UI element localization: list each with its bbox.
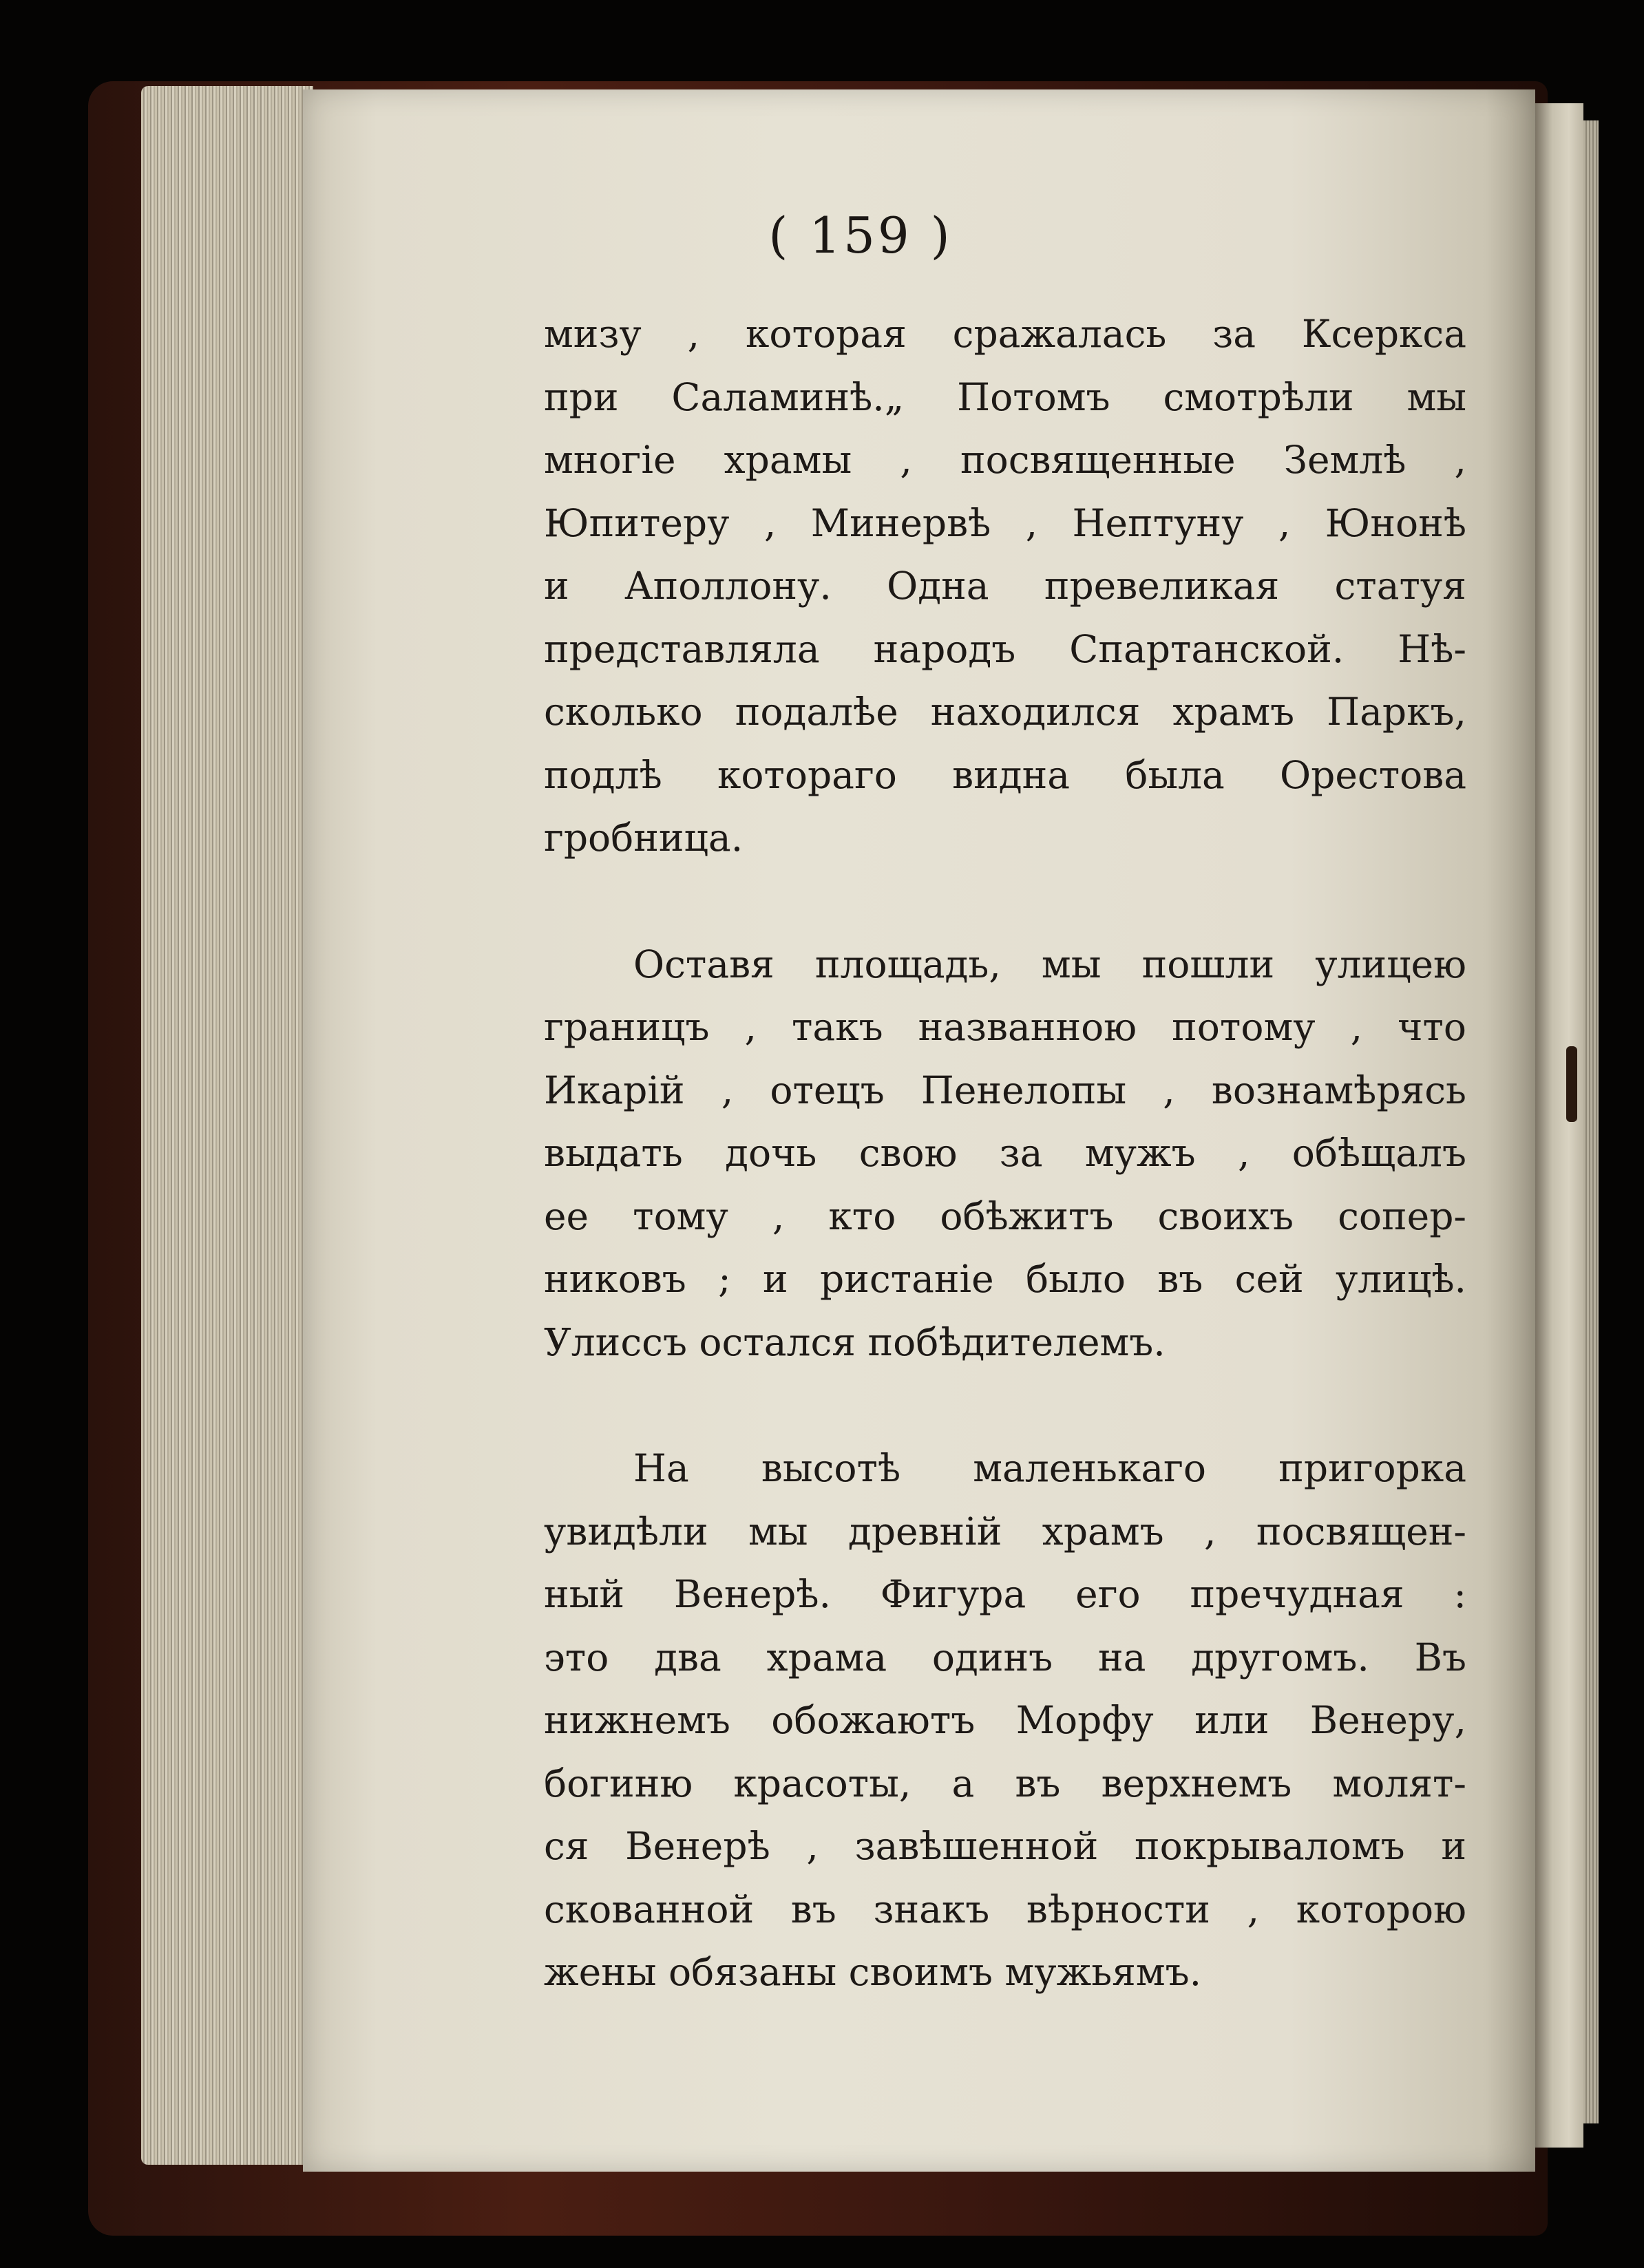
paragraph-gap: [544, 1374, 1466, 1437]
text-line: богиню красоты, а въ верхнемъ молят-: [544, 1761, 1466, 1805]
next-page-edge: [1583, 120, 1599, 2123]
text-line: подлѣ котораго видна была Орестова: [544, 752, 1466, 797]
text-line: это два храма одинъ на другомъ. Въ: [544, 1635, 1466, 1679]
text-line: гробница.: [544, 816, 744, 860]
text-line: ся Венерѣ , завѣшенной покрываломъ и: [544, 1824, 1466, 1868]
page-number: ( 159 ): [768, 206, 953, 264]
text-line: скованной въ знакъ вѣрности , которою: [544, 1887, 1466, 1931]
text-line: ее тому , кто обѣжитъ своихъ сопер-: [544, 1194, 1466, 1238]
page-text: [544, 303, 1466, 2004]
paragraph: [544, 933, 1466, 1375]
paragraph-gap: [544, 870, 1466, 933]
text-line: границъ , такъ названною потому , что: [544, 1005, 1466, 1049]
text-line: мизу , которая сражалась за Ксеркса: [544, 312, 1466, 356]
text-line: представляла народъ Спартанской. Нѣ-: [544, 626, 1466, 671]
text-line: Юпитеру , Минервѣ , Нептуну , Юнонѣ: [544, 500, 1466, 545]
bookmark-ribbon: [1566, 1046, 1577, 1122]
text-line: и Аполлону. Одна превеликая статуя: [544, 564, 1466, 608]
text-line: ный Венерѣ. Фигура его пречудная :: [544, 1572, 1466, 1616]
text-line: никовъ ; и ристаніе было въ сей улицѣ.: [544, 1257, 1466, 1301]
text-line: нижнемъ обожаютъ Морфу или Венеру,: [544, 1698, 1466, 1742]
text-line: На высотѣ маленькаго пригорка: [633, 1446, 1466, 1490]
text-line: сколько подалѣе находился храмъ Паркъ,: [544, 690, 1466, 734]
page-edges: [141, 86, 313, 2165]
text-line: Улиссъ остался побѣдителемъ.: [544, 1320, 1166, 1364]
text-line: увидѣли мы древній храмъ , посвящен-: [544, 1509, 1466, 1554]
paragraph: [544, 1437, 1466, 2004]
text-line: выдать дочь свою за мужъ , обѣщалъ: [544, 1131, 1466, 1175]
text-line: жены обязаны своимъ мужьямъ.: [544, 1950, 1202, 1994]
text-line: многіе храмы , посвященные Землѣ ,: [544, 438, 1466, 482]
text-line: Оставя площадь, мы пошли улицею: [633, 942, 1466, 986]
paragraph: [544, 303, 1466, 870]
text-line: Икарій , отецъ Пенелопы , вознамѣрясь: [544, 1068, 1466, 1112]
text-line: при Саламинѣ.„ Потомъ смотрѣли мы: [544, 374, 1466, 419]
next-page: [1535, 103, 1583, 2148]
